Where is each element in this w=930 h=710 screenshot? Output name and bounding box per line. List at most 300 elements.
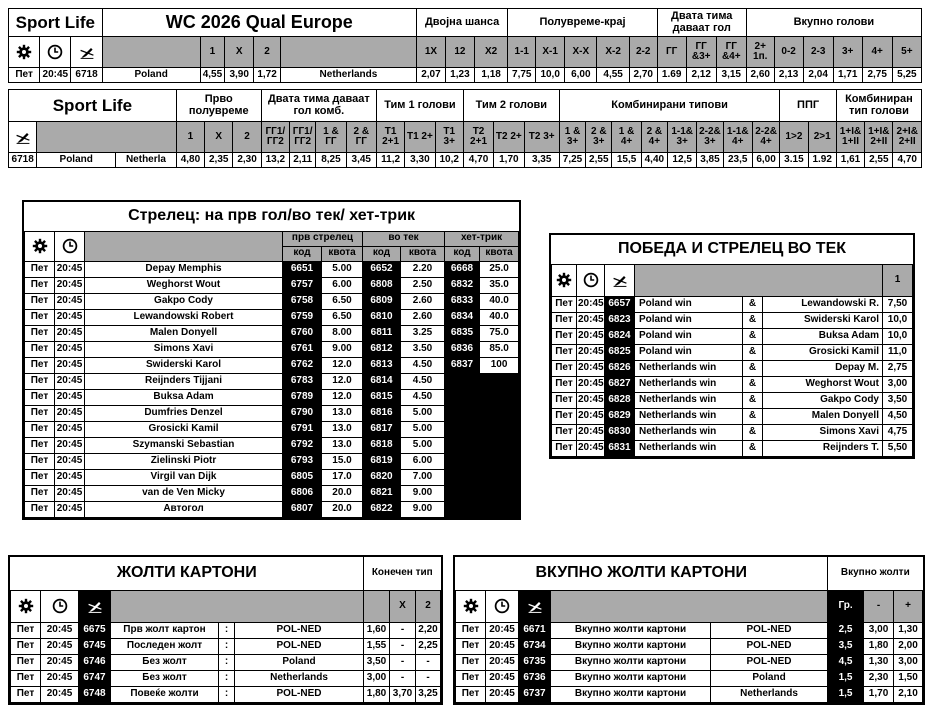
code: 6823 (605, 312, 635, 328)
table-row (25, 405, 519, 421)
odd[interactable]: 4,75 (883, 424, 913, 440)
table-row (456, 638, 923, 654)
code: 6809 (363, 293, 401, 309)
col-code: код (283, 246, 322, 261)
table-row (552, 344, 913, 360)
table-row (552, 312, 913, 328)
odd (480, 501, 519, 517)
code: 6833 (445, 293, 480, 309)
odd[interactable]: 2.60 (401, 293, 445, 309)
col-2: 2 (254, 37, 281, 68)
odd[interactable]: 1.69 (657, 68, 686, 83)
code: 6761 (283, 341, 322, 357)
code: 6759 (283, 309, 322, 325)
odd[interactable]: 2,20 (416, 622, 441, 638)
group-total-goals: Вкупно голови (746, 9, 921, 37)
odd: - (390, 638, 416, 654)
player-name: Weghorst Wout (763, 376, 883, 392)
odd[interactable]: 3,70 (390, 686, 416, 702)
odd[interactable]: 3.15 (780, 153, 808, 168)
odd[interactable]: 1,50 (894, 670, 923, 686)
odd[interactable]: 4,55 (200, 68, 225, 83)
code: 6817 (363, 421, 401, 437)
odd[interactable]: 9.00 (401, 485, 445, 501)
market-label: Прв жолт картон (111, 622, 219, 638)
table-row (25, 293, 519, 309)
odd[interactable]: 2,60 (746, 68, 774, 83)
odd[interactable]: 7,50 (883, 296, 913, 312)
odd[interactable]: 1,70 (864, 686, 894, 702)
odd[interactable]: 8.00 (322, 325, 363, 341)
group-first-scorer: прв стрелец (283, 231, 363, 246)
match-row (9, 68, 922, 83)
group-double-chance: Двојна шанса (416, 9, 507, 37)
odd[interactable]: 1,80 (864, 638, 894, 654)
day: Пет (456, 638, 486, 654)
odd[interactable]: 3,85 (697, 153, 723, 168)
code: 6814 (363, 373, 401, 389)
odd[interactable]: 12.0 (322, 357, 363, 373)
code: 6825 (605, 344, 635, 360)
code: 6815 (363, 389, 401, 405)
odd[interactable]: 2,55 (865, 153, 893, 168)
time: 20:45 (55, 261, 85, 277)
market-label: Последен жолт (111, 638, 219, 654)
col-2: 2 (233, 122, 261, 153)
blank-header (102, 37, 200, 68)
player-name: Simons Xavi (763, 424, 883, 440)
odd[interactable]: 2.60 (401, 309, 445, 325)
odd[interactable]: 40.0 (480, 293, 519, 309)
odd (480, 389, 519, 405)
ampersand: & (743, 344, 763, 360)
odd: - (416, 654, 441, 670)
time: 20:45 (55, 453, 85, 469)
time: 20:45 (55, 421, 85, 437)
table-row (11, 670, 441, 686)
gear-icon (25, 231, 55, 261)
time: 20:45 (577, 312, 605, 328)
col-comb: 2-2& 4+ (752, 122, 779, 153)
odd[interactable]: 3,50 (883, 392, 913, 408)
day: Пет (456, 654, 486, 670)
match-label: POL-NED (711, 654, 828, 670)
odd[interactable]: 3.50 (401, 341, 445, 357)
odd[interactable]: 10,2 (435, 153, 463, 168)
odd[interactable]: 6.50 (322, 309, 363, 325)
odd[interactable]: 2,00 (894, 638, 923, 654)
odd[interactable]: 4,55 (597, 68, 629, 83)
team-win: Poland win (635, 344, 743, 360)
odd[interactable]: 1,71 (833, 68, 862, 83)
clock-icon (486, 590, 519, 622)
odd[interactable]: 4.50 (401, 389, 445, 405)
odd[interactable]: 8,25 (316, 153, 346, 168)
odd[interactable]: 2,12 (686, 68, 716, 83)
player-name: Gakpo Cody (85, 293, 283, 309)
ampersand: & (743, 408, 763, 424)
odd[interactable]: 1,70 (494, 153, 524, 168)
table-row (25, 469, 519, 485)
odd[interactable]: 4,50 (883, 408, 913, 424)
odd[interactable]: 15,5 (612, 153, 641, 168)
team-win: Poland win (635, 312, 743, 328)
odd[interactable]: 15.0 (322, 453, 363, 469)
odd[interactable]: 12.0 (322, 389, 363, 405)
table-row (552, 360, 913, 376)
odd[interactable]: 3,25 (416, 686, 441, 702)
day: Пет (25, 405, 55, 421)
odd[interactable]: 2,35 (205, 153, 233, 168)
col-under: - (864, 590, 894, 622)
match-label: Netherlands (235, 670, 364, 686)
player-name: Gakpo Cody (763, 392, 883, 408)
odd[interactable]: 2,10 (894, 686, 923, 702)
code: 6821 (363, 485, 401, 501)
home-team: Poland (102, 68, 200, 83)
col-cg: 1+I& 1+II (836, 122, 864, 153)
group-anytime: во тек (363, 231, 445, 246)
col-1: 1 (200, 37, 225, 68)
code: 6810 (363, 309, 401, 325)
pen-icon (9, 122, 37, 153)
code: 6816 (363, 405, 401, 421)
odd[interactable]: 4,40 (641, 153, 667, 168)
yellow-title: ЖОЛТИ КАРТОНИ (11, 557, 364, 590)
code: 6651 (283, 261, 322, 277)
odd[interactable]: 100 (480, 357, 519, 373)
odds-table-secondary (8, 89, 922, 168)
odd[interactable]: 2.20 (401, 261, 445, 277)
odd[interactable]: 6.00 (322, 277, 363, 293)
col-htft: X-2 (597, 37, 629, 68)
team-win: Netherlands win (635, 408, 743, 424)
col-code: код (363, 246, 401, 261)
code: 6813 (363, 357, 401, 373)
group-combined-goals: Комбиниран тип голови (836, 90, 921, 122)
odd[interactable]: 17.0 (322, 469, 363, 485)
col-t2: T2 3+ (524, 122, 559, 153)
table-row (552, 376, 913, 392)
odd[interactable]: 3,90 (225, 68, 254, 83)
table-row (456, 670, 923, 686)
odd[interactable]: 10,0 (536, 68, 565, 83)
day: Пет (25, 341, 55, 357)
odd[interactable]: 2,04 (803, 68, 833, 83)
col-total: 2+ 1п. (746, 37, 774, 68)
odd[interactable]: 20.0 (322, 501, 363, 517)
odd[interactable]: 23,5 (723, 153, 752, 168)
code: 6790 (283, 405, 322, 421)
ampersand: & (743, 312, 763, 328)
line-value: 3,5 (828, 638, 864, 654)
odd[interactable]: 12.0 (322, 373, 363, 389)
odd[interactable]: 6.50 (322, 293, 363, 309)
clock-icon (577, 264, 605, 296)
player-name: Virgil van Dijk (85, 469, 283, 485)
table-row (25, 357, 519, 373)
table-row (11, 686, 441, 702)
col-total: 0-2 (774, 37, 803, 68)
col-btts: 2 & ГГ (346, 122, 376, 153)
code: 6757 (283, 277, 322, 293)
code: 6657 (605, 296, 635, 312)
col-btts: ГГ (657, 37, 686, 68)
match-label: Netherlands (711, 686, 828, 702)
odd[interactable]: 2,70 (629, 68, 657, 83)
gear-icon (552, 264, 577, 296)
odd[interactable]: 5.00 (401, 405, 445, 421)
player-name: Depay Memphis (85, 261, 283, 277)
market-label: Без жолт (111, 670, 219, 686)
odd[interactable]: 6,00 (565, 68, 597, 83)
odd[interactable]: 3,50 (364, 654, 390, 670)
day: Пет (11, 622, 41, 638)
odd[interactable]: 2,75 (862, 68, 892, 83)
code: 6783 (283, 373, 322, 389)
separator: : (219, 654, 235, 670)
player-name: Zielinski Piotr (85, 453, 283, 469)
table-row (456, 686, 923, 702)
ampersand: & (743, 296, 763, 312)
odd[interactable]: 35.0 (480, 277, 519, 293)
col-btts: ГГ1/ ГГ2 (290, 122, 316, 153)
odd[interactable]: 1,72 (254, 68, 281, 83)
yellow-cards-panel (8, 555, 443, 705)
col-line: Гр. (828, 590, 864, 622)
col-ppg: 2>1 (808, 122, 836, 153)
odd[interactable]: 5,25 (892, 68, 921, 83)
odd[interactable]: 3,35 (524, 153, 559, 168)
odd[interactable]: 10,0 (883, 312, 913, 328)
team-win: Netherlands win (635, 376, 743, 392)
code: 6668 (445, 261, 480, 277)
day: Пет (552, 360, 577, 376)
day: Пет (552, 424, 577, 440)
table-row (25, 453, 519, 469)
separator: : (219, 686, 235, 702)
day: Пет (11, 638, 41, 654)
player-name: Swiderski Karol (763, 312, 883, 328)
col-cg: 1+I& 2+II (865, 122, 893, 153)
odd[interactable]: 2,07 (416, 68, 445, 83)
odd[interactable]: 1,30 (894, 622, 923, 638)
player-name: Buksa Adam (85, 389, 283, 405)
day: Пет (456, 622, 486, 638)
time: 20:45 (577, 360, 605, 376)
odd[interactable]: 7,75 (508, 68, 536, 83)
odd[interactable]: 2,11 (290, 153, 316, 168)
group-ppg: ППГ (780, 90, 837, 122)
day: Пет (552, 312, 577, 328)
odd[interactable]: 3,00 (883, 376, 913, 392)
odd[interactable]: 3,00 (364, 670, 390, 686)
time: 20:45 (55, 277, 85, 293)
col-x: X (225, 37, 254, 68)
odd[interactable]: 3,00 (894, 654, 923, 670)
ampersand: & (743, 424, 763, 440)
code (445, 389, 480, 405)
time: 20:45 (486, 686, 519, 702)
col-2: 2 (416, 590, 441, 622)
line-value: 2,5 (828, 622, 864, 638)
odd[interactable]: 2,30 (864, 670, 894, 686)
odd[interactable]: 75.0 (480, 325, 519, 341)
odd[interactable]: 3,15 (716, 68, 746, 83)
time: 20:45 (577, 328, 605, 344)
odd[interactable]: 5.00 (401, 437, 445, 453)
odd[interactable]: 5.00 (322, 261, 363, 277)
match-label: POL-NED (235, 638, 364, 654)
group-btts-comb: Двата тима даваат гол комб. (261, 90, 376, 122)
odd[interactable]: 3,30 (405, 153, 435, 168)
odd[interactable]: 7.00 (401, 469, 445, 485)
col-t1: T1 3+ (435, 122, 463, 153)
time: 20:45 (55, 389, 85, 405)
col-comb: 1-1& 4+ (723, 122, 752, 153)
team-win: Netherlands win (635, 424, 743, 440)
table-row (456, 622, 923, 638)
clock-icon (55, 231, 85, 261)
odd[interactable]: 13,2 (261, 153, 289, 168)
odd[interactable]: 1,18 (474, 68, 507, 83)
col-1 (364, 590, 390, 622)
player-name: Simons Xavi (85, 341, 283, 357)
odd[interactable]: 85.0 (480, 341, 519, 357)
odd[interactable]: 4,80 (176, 153, 204, 168)
player-name: Lewandowski R. (763, 296, 883, 312)
code: 6734 (519, 638, 551, 654)
odd[interactable]: 10,0 (883, 328, 913, 344)
team-win: Poland win (635, 328, 743, 344)
odd[interactable]: 9.00 (401, 501, 445, 517)
market-label: Повеќе жолти (111, 686, 219, 702)
brand: Sport Life (9, 9, 103, 37)
match-label: POL-NED (711, 638, 828, 654)
odd: - (390, 670, 416, 686)
odd[interactable]: 1,61 (836, 153, 864, 168)
code: 6793 (283, 453, 322, 469)
time: 20:45 (577, 344, 605, 360)
time: 20:45 (486, 654, 519, 670)
odd[interactable]: 2,13 (774, 68, 803, 83)
odd[interactable]: 2,55 (586, 153, 612, 168)
odd[interactable]: 4.50 (401, 357, 445, 373)
code: 6735 (519, 654, 551, 670)
odd[interactable]: 4,70 (463, 153, 493, 168)
player-name: Swiderski Karol (85, 357, 283, 373)
col-htft: 2-2 (629, 37, 657, 68)
odd[interactable]: 12,5 (668, 153, 697, 168)
col-ppg: 1>2 (780, 122, 808, 153)
odd[interactable]: 1,23 (445, 68, 474, 83)
odd[interactable]: 1,80 (364, 686, 390, 702)
time: 20:45 (41, 670, 79, 686)
code: 6831 (605, 440, 635, 456)
day: Пет (552, 344, 577, 360)
clock-icon (41, 590, 79, 622)
code (445, 405, 480, 421)
code: 6671 (519, 622, 551, 638)
odd[interactable]: 6,00 (752, 153, 779, 168)
player-name: Grosicki Kamil (85, 421, 283, 437)
odd[interactable]: 6.00 (401, 453, 445, 469)
table-row (552, 392, 913, 408)
odd[interactable]: 5,50 (883, 440, 913, 456)
day: Пет (552, 408, 577, 424)
odd[interactable]: 3.25 (401, 325, 445, 341)
col-x: X (205, 122, 233, 153)
home-team: Poland (37, 153, 116, 168)
odd[interactable]: 20.0 (322, 485, 363, 501)
col-odd: квота (401, 246, 445, 261)
table-row (456, 654, 923, 670)
odd[interactable]: 25.0 (480, 261, 519, 277)
time: 20:45 (55, 357, 85, 373)
col-total: 2-3 (803, 37, 833, 68)
code: 6792 (283, 437, 322, 453)
player-name: Reijnders T. (763, 440, 883, 456)
odd[interactable]: 2,75 (883, 360, 913, 376)
separator: : (219, 622, 235, 638)
table-row (25, 437, 519, 453)
odd[interactable]: 13.0 (322, 405, 363, 421)
odd[interactable]: 2,30 (233, 153, 261, 168)
market-label: Вкупно жолти картони (551, 670, 711, 686)
odd[interactable]: 13.0 (322, 421, 363, 437)
odd[interactable]: 11,0 (883, 344, 913, 360)
odd[interactable]: 1,55 (364, 638, 390, 654)
col-total: 5+ (892, 37, 921, 68)
odd[interactable]: 40.0 (480, 309, 519, 325)
table-row (552, 296, 913, 312)
col-comb: 1 & 3+ (559, 122, 585, 153)
line-value: 4,5 (828, 654, 864, 670)
day: Пет (25, 293, 55, 309)
player-name: Szymanski Sebastian (85, 437, 283, 453)
odd[interactable]: 4.50 (401, 373, 445, 389)
odd[interactable]: 9.00 (322, 341, 363, 357)
odd[interactable]: 2,25 (416, 638, 441, 654)
odd[interactable]: 13.0 (322, 437, 363, 453)
odd[interactable]: 3,00 (864, 622, 894, 638)
day: Пет (25, 261, 55, 277)
col-comb: 2 & 4+ (641, 122, 667, 153)
odd[interactable]: 4,70 (893, 153, 922, 168)
total-yellow-title: ВКУПНО ЖОЛТИ КАРТОНИ (456, 557, 828, 590)
table-row (11, 654, 441, 670)
odd[interactable]: 11,2 (376, 153, 404, 168)
odd (480, 421, 519, 437)
odd[interactable]: 1,30 (864, 654, 894, 670)
odd[interactable]: 2.50 (401, 277, 445, 293)
odd: - (416, 670, 441, 686)
code: 6811 (363, 325, 401, 341)
odd (480, 469, 519, 485)
col-btts: ГГ &4+ (716, 37, 746, 68)
odd[interactable]: 1.92 (808, 153, 836, 168)
blank-header (37, 122, 177, 153)
group-hattrick: хет-трик (445, 231, 519, 246)
odd[interactable]: 7,25 (559, 153, 585, 168)
blank-header (635, 264, 883, 296)
odd[interactable]: 5.00 (401, 421, 445, 437)
odd[interactable]: 3,45 (346, 153, 376, 168)
odd[interactable]: 1,60 (364, 622, 390, 638)
player-name: Depay M. (763, 360, 883, 376)
code: 6791 (283, 421, 322, 437)
code: 6762 (283, 357, 322, 373)
